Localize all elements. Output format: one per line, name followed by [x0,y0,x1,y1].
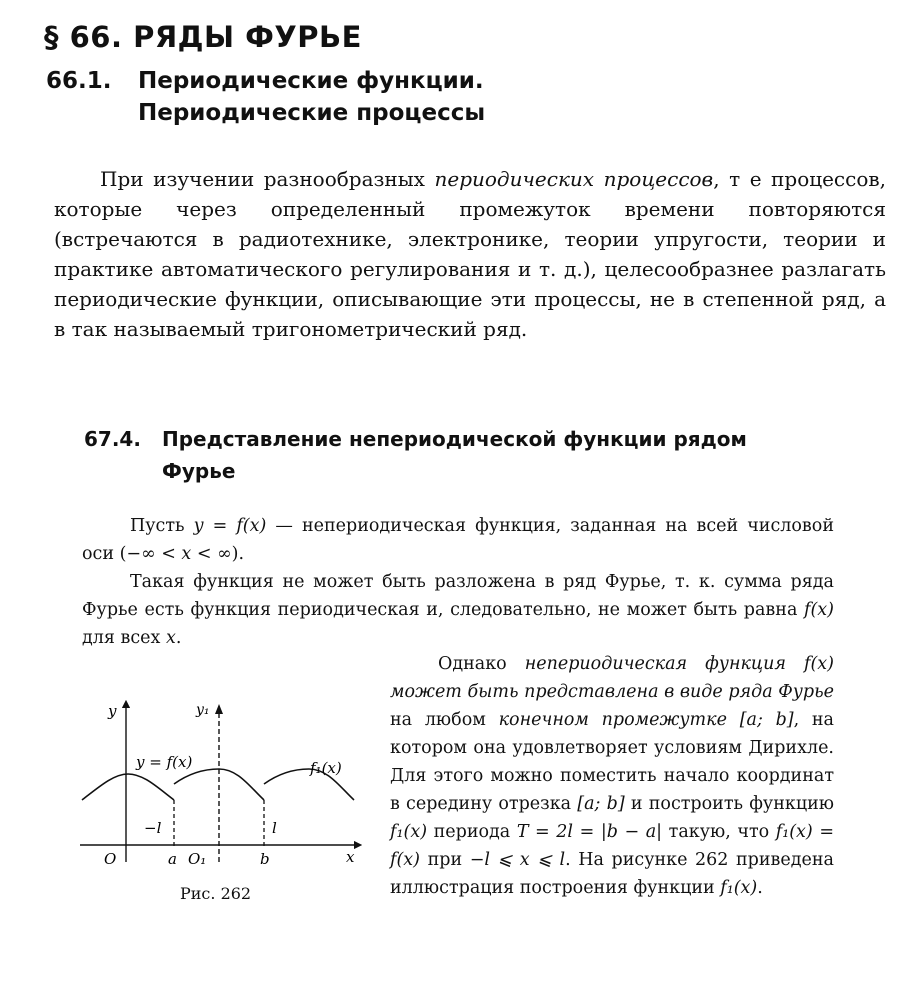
p4-e2: может быть представлена в виде ряда Фурье [390,682,834,702]
p2-t3: ). [231,544,245,564]
p4-t9: . На рисунке 262 приведена иллюстрация построения функции [390,850,834,898]
p4-e3: конечном промежутке [498,710,727,730]
subsection-2-title-line2: Фурье [162,459,236,483]
p4-m5: T = 2l = |b − a| [516,822,663,842]
p4-t5: и построить функцию [624,794,834,814]
p3-t2: для всех [82,628,166,648]
p2-m2: −∞ < x < ∞ [126,544,232,564]
p4-t3 [727,710,740,730]
label-l: l [272,819,277,837]
section-title: § 66. РЯДЫ ФУРЬЕ [44,20,362,54]
label-y1: y₁ [196,702,210,718]
label-a: a [168,850,177,868]
subsection-2-heading [84,427,747,451]
paragraph-1 [54,164,886,344]
p3-t3: . [175,628,182,648]
label-O: O [104,850,117,868]
p4-m7: −l ⩽ x ⩽ l [469,850,566,870]
curve-left [82,774,174,800]
p2-m1: y = f(x) [193,516,267,536]
p4-m3: [a; b] [577,794,625,814]
p4-t2: на любом [390,710,499,730]
p2-t1: Пусть [130,516,194,536]
p4-m4: f₁(x) [390,822,428,842]
label-y: y [108,702,117,720]
p4-t8: при [420,850,470,870]
p4-m6: f₁(x) = f(x) [390,822,834,870]
p4-m1: f(x) [803,654,834,674]
p4-t10: . [757,878,763,898]
paragraph-1-emph: периодических процессов [434,167,714,191]
subsection-1-title-line1: Периодические функции. [138,68,484,94]
y1-arrow [215,704,223,714]
label-b: b [260,850,270,868]
label-O1: O₁ [188,850,207,868]
label-yfx: y = f(x) [136,753,193,771]
figure-caption: Рис. 262 [180,884,252,903]
p3-m2: x [165,628,176,648]
p4-t6: периода [427,822,517,842]
p4-t4: , на котором она удовлетворяет условиям Дирихле. Для этого можно поместить начало координат в середину отрезка [390,710,834,814]
paragraph-3 [82,568,834,652]
subsection-1-number: 66.1. [46,68,112,94]
p4-m8: f₁(x) [720,878,758,898]
label-x: x [346,848,355,866]
subsection-2-title-line1: Представление непериодической функции рядом [162,427,747,451]
figure-262 [78,692,368,872]
p4-t1: Однако [438,654,525,674]
paragraph-2 [82,512,834,568]
paragraph-1-part1: При изучении разнообразных [100,167,435,191]
p3-m1: f(x) [803,600,834,620]
label-f1x: f₁(x) [310,759,342,777]
paragraph-1-part2: , т е процессов, которые через определенный промежуток времени повторяются (встречаются в радиотехнике, электронике, теории упругости, теории и практике автоматического регулирования и т. д.), целесообразнее разлагать периодические функции, описывающие эти процессы, не в степенной ряд, а в так называемый тригонометрический ряд. [54,167,886,341]
subsection-1-title-line2: Периодические процессы [138,100,486,126]
p2-t2: — непериодическая функция, заданная на всей числовой оси ( [82,516,834,564]
subsection-1-heading [46,68,484,94]
label-minus-l: −l [144,819,162,837]
paragraph-4 [390,650,834,902]
p4-t7: такую, что [662,822,776,842]
p4-e1: непериодическая функция [524,654,804,674]
p4-m2: [a; b] [739,710,794,730]
subsection-2-number: 67.4. [84,427,141,451]
p3-t1: Такая функция не может быть разложена в ряд Фурье, т. к. сумма ряда Фурье есть функция периодическая и, следовательно, не может быть равна [82,572,834,620]
